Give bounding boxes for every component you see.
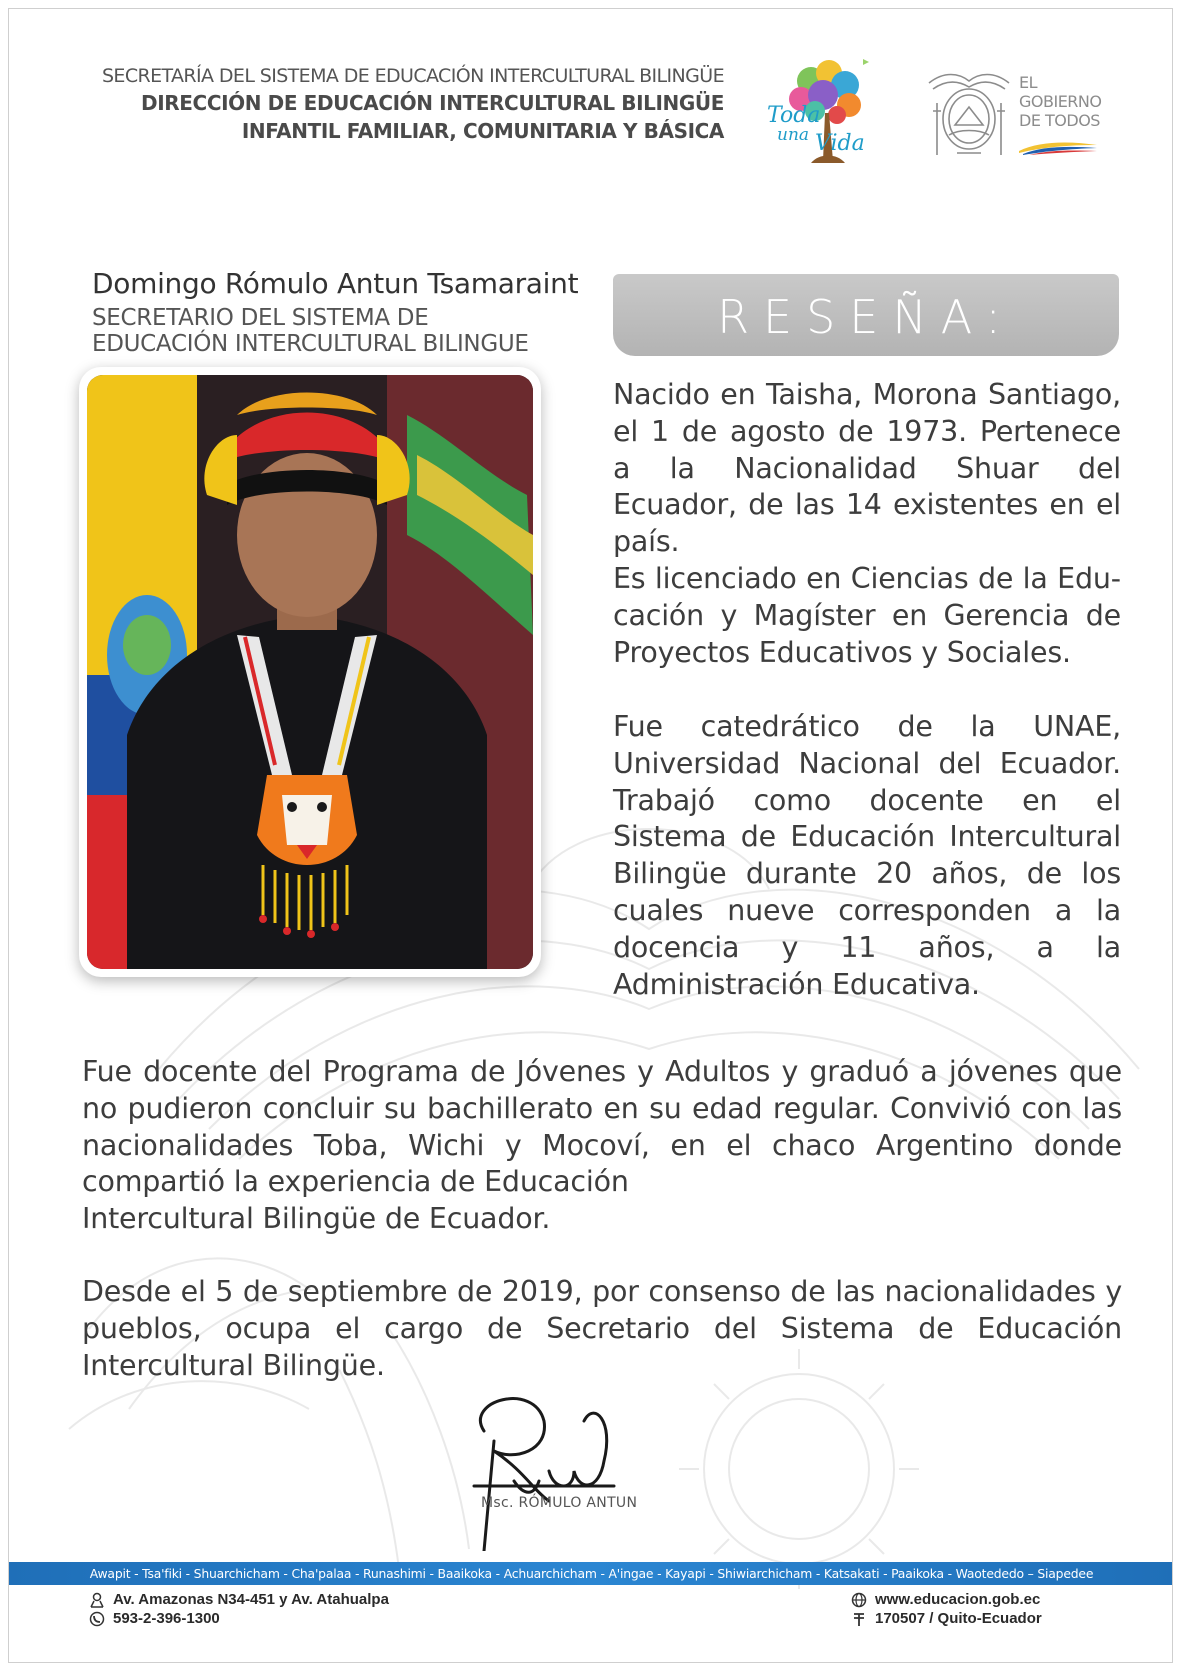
header-secretariat: SECRETARÍA DEL SISTEMA DE EDUCACIÓN INTERCULTURAL BILINGÜE <box>101 65 724 87</box>
bio-paragraph-programs <box>82 1054 1122 1238</box>
header-direction: DIRECCIÓN DE EDUCACIÓN INTERCULTURAL BILINGÜE <box>141 91 724 115</box>
signature-name: Msc. RÓMULO ANTUN <box>481 1495 638 1511</box>
phone-icon <box>89 1611 105 1627</box>
bio-paragraph-career: Fue catedrático de la UNAE, Universidad Nacional del Ecuador. Trabajó como docente en el Sistema de Educación Intercultural Bilingüe durante 20 años, de los cuales nueve corresponden a la docencia y 11 años, a la Administración Educativa. <box>613 710 1121 1001</box>
header-direction-subtitle: INFANTIL FAMILIAR, COMUNITARIA Y BÁSICA <box>241 119 724 143</box>
languages-band: Awapit - Tsa'fiki - Shuarchicham - Cha'palaa - Runashimi - Baaikoka - Achuarchicham - A'ingae - Kayapi - Shiwiarchicham - Katsakati - Paaikoka - Waotededo – Siapedee <box>9 1562 1173 1585</box>
postal-icon <box>851 1611 867 1627</box>
footer-postal: 170507 / Quito-Ecuador <box>875 1610 1042 1627</box>
logo-word-toda: Toda <box>767 103 821 128</box>
location-icon <box>89 1592 105 1608</box>
gov-word-de-todos: DE TODOS <box>1019 111 1100 130</box>
portrait-photo <box>87 375 533 969</box>
footer-website[interactable]: www.educacion.gob.ec <box>875 1591 1041 1608</box>
resena-title: RESEÑA: <box>717 290 1015 344</box>
handwritten-signature <box>454 1381 654 1551</box>
gobierno-de-todos-logo <box>1019 73 1101 130</box>
bio-paragraph-appointment: Desde el 5 de septiembre de 2019, por consenso de las nacionalidades y pueblos, ocupa el cargo de Secretario del Sistema de Educación Intercultural Bilingüe. <box>82 1275 1122 1382</box>
logo-word-una: una <box>777 125 810 145</box>
resena-banner <box>613 274 1119 356</box>
tricolor-swoosh-icon <box>1019 139 1099 155</box>
toda-una-vida-logo <box>767 53 879 169</box>
gov-word-gobierno: GOBIERNO <box>1019 92 1102 111</box>
footer-address: Av. Amazonas N34-451 y Av. Atahualpa <box>113 1591 389 1608</box>
ecuador-coat-of-arms-icon <box>919 63 1019 163</box>
person-role-line2: EDUCACIÓN INTERCULTURAL BILINGUE <box>92 331 529 357</box>
document-page <box>8 8 1173 1663</box>
gov-word-el: EL <box>1019 73 1038 92</box>
logo-word-vida: Vida <box>815 131 865 156</box>
footer-phone: 593-2-396-1300 <box>113 1610 220 1627</box>
bio-paragraph-programs-text: Fue docente del Programa de Jóvenes y Adultos y graduó a jóvenes que no pudieron concluir su bachillerato en su edad regular. Convivió con las nacionalidades Toba, Wichi y Mocoví, en el chaco Argentino donde compartió la experiencia de Educación <box>82 1055 1122 1199</box>
person-role-line1: SECRETARIO DEL SISTEMA DE <box>92 305 429 331</box>
globe-icon <box>851 1592 867 1608</box>
person-name: Domingo Rómulo Antun Tsamaraint <box>92 267 579 300</box>
bio-paragraph-birth: Nacido en Taisha, Morona Santiago, el 1 de agosto de 1973. Pertenece a la Nacionalidad Shuar del Ecuador, de las 14 existentes en el país. <box>613 378 1121 559</box>
institution-header <box>99 65 724 143</box>
portrait-frame <box>79 367 541 977</box>
bio-paragraph-programs-tail: Intercultural Bilingüe de Ecuador. <box>82 1202 551 1236</box>
bio-paragraph-education: Es licenciado en Ciencias de la Educación y Magíster en Gerencia de Proyectos Educativos y Sociales. <box>613 562 1121 669</box>
